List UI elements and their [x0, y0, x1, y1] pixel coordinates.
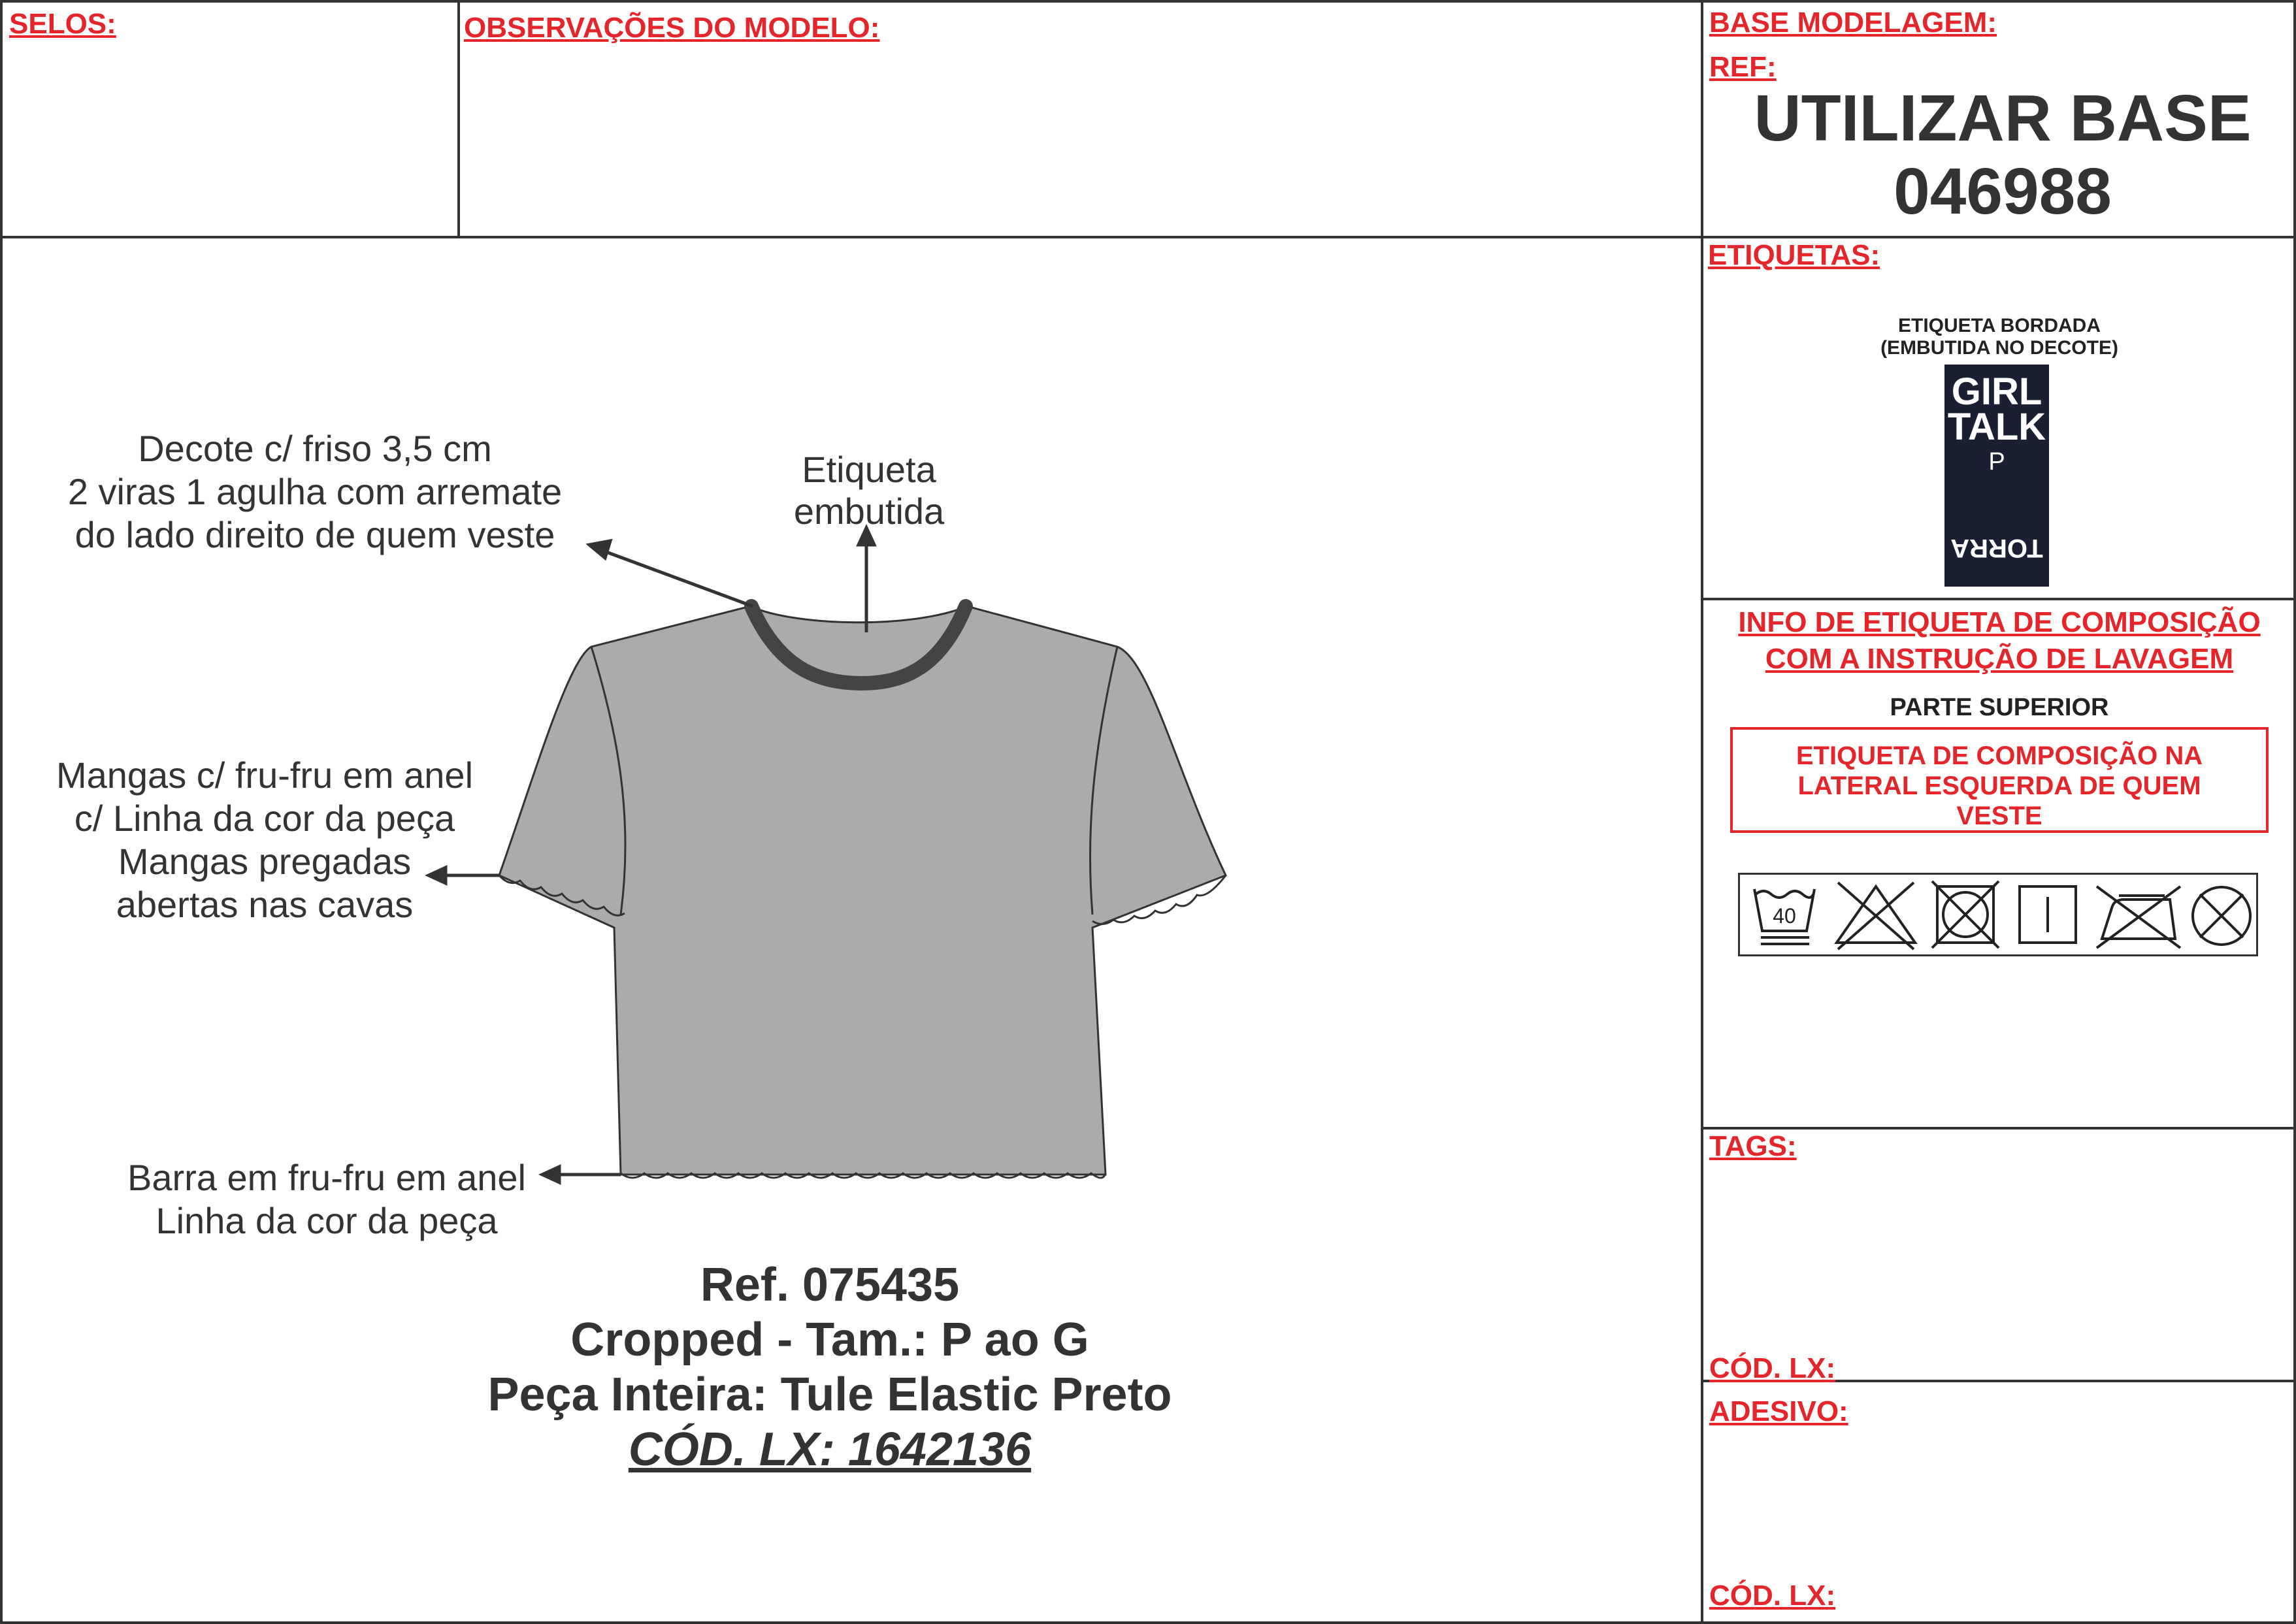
mangas-note-line-2: c/ Linha da cor da peça	[74, 798, 455, 839]
tags-cod-label: CÓD. LX:	[1709, 1352, 1836, 1384]
composicao-box-line-2: LATERAL ESQUERDA DE QUEM	[1797, 771, 2201, 800]
composicao-box-line-1: ETIQUETA DE COMPOSIÇÃO NA	[1796, 741, 2203, 770]
mangas-note-line-1: Mangas c/ fru-fru em anel	[56, 755, 474, 796]
adesivo-cod-label: CÓD. LX:	[1709, 1580, 1836, 1612]
barra-note-line-1: Barra em fru-fru em anel	[127, 1157, 526, 1198]
etiqueta-note-line-2: embutida	[793, 491, 945, 532]
decote-note-line-3: do lado direito de quem veste	[74, 514, 555, 555]
label-size: P	[1988, 448, 2005, 476]
parte-superior: PARTE SUPERIOR	[1890, 694, 2109, 721]
composicao-box-line-3: VESTE	[1956, 802, 2042, 830]
observacoes-label: OBSERVAÇÕES DO MODELO:	[464, 12, 880, 44]
etiqueta-note-line-1: Etiqueta	[802, 449, 936, 490]
composicao-title-1: INFO DE ETIQUETA DE COMPOSIÇÃO	[1738, 606, 2261, 638]
brand-name-line-1: GIRL	[1951, 370, 2042, 413]
mangas-note-line-4: abertas nas cavas	[116, 884, 414, 925]
product-ref: Ref. 075435	[700, 1259, 960, 1311]
base-modelagem-label: BASE MODELAGEM:	[1709, 7, 1997, 39]
decote-note-line-2: 2 viras 1 agulha com arremate	[67, 471, 563, 512]
cropped-tshirt	[499, 606, 1226, 1178]
barra-note-line-2: Linha da cor da peça	[156, 1200, 498, 1241]
product-cod: CÓD. LX: 1642136	[628, 1423, 1032, 1476]
product-fabric: Peça Inteira: Tule Elastic Preto	[487, 1369, 1172, 1421]
brand-name-line-2: TALK	[1947, 406, 2046, 448]
maker-logo: TORRA	[1950, 534, 2043, 562]
mangas-note-line-3: Mangas pregadas	[118, 841, 412, 882]
base-line-1: UTILIZAR BASE	[1754, 82, 2252, 155]
selos-label: SELOS:	[9, 8, 116, 40]
ref-label: REF:	[1709, 51, 1777, 83]
composicao-title-2: COM A INSTRUÇÃO DE LAVAGEM	[1765, 643, 2234, 675]
wash-temp: 40	[1773, 904, 1796, 928]
product-model: Cropped - Tam.: P ao G	[570, 1314, 1089, 1366]
tags-label: TAGS:	[1709, 1130, 1797, 1162]
adesivo-label: ADESIVO:	[1709, 1395, 1848, 1427]
decote-note-line-1: Decote c/ friso 3,5 cm	[138, 428, 492, 469]
etiqueta-caption-2: (EMBUTIDA NO DECOTE)	[1880, 337, 2118, 359]
etiquetas-label: ETIQUETAS:	[1708, 239, 1880, 271]
base-line-2: 046988	[1894, 155, 2112, 228]
etiqueta-caption-1: ETIQUETA BORDADA	[1898, 315, 2101, 336]
